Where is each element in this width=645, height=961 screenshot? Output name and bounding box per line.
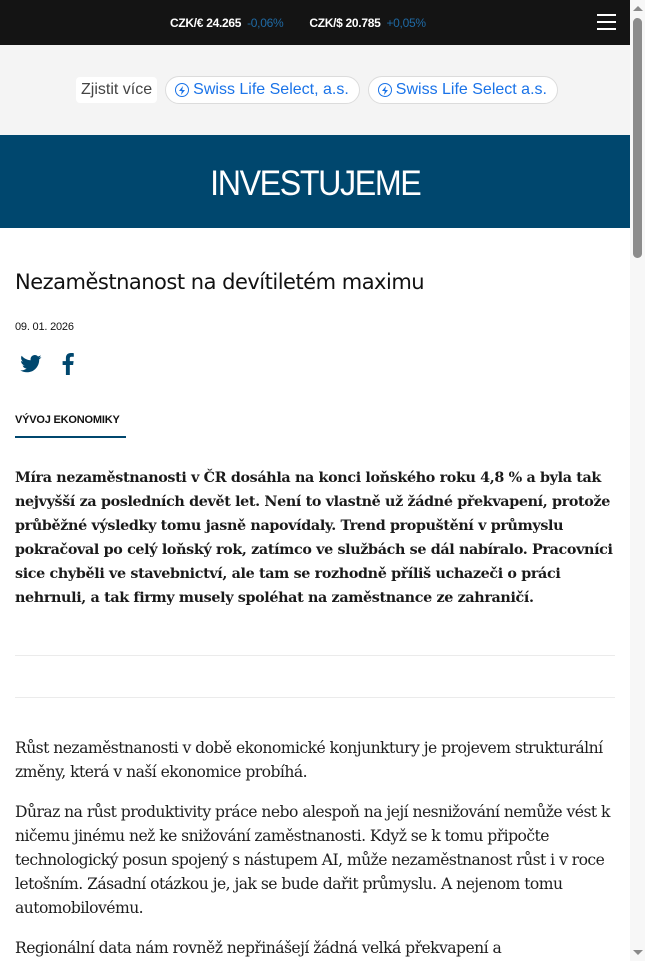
- share-buttons: [20, 353, 74, 375]
- article-lead: Míra nezaměstnanosti v ČR dosáhla na konci loňského roku 4,8 % a byla tak nejvyšší za posledních devět let. Není to vlastně už žádné překvapení, protože průběžné výsledky tomu jasně napovídaly. Trend propuštění v průmyslu pokračoval po celý loňský rok, zatímco ve službách se dál nabíralo. Pracovníci sice chyběli ve stavebnictví, ale tam se rozhodně příliš uchazeči o práci nehrnuli, a tak firmy musely spoléhat na zaměstnance ze zahraničí.: [15, 470, 613, 606]
- rate-usd-value: CZK/$ 20.785: [309, 15, 381, 30]
- site-logo[interactable]: INVESTUJEME: [209, 163, 421, 203]
- exchange-rates: [170, 0, 426, 45]
- ad-link-label: Swiss Life Select a.s.: [395, 81, 547, 98]
- ad-link-swiss-life-2[interactable]: [368, 76, 558, 104]
- ad-more-label[interactable]: Zjistit více: [76, 77, 157, 103]
- bolt-circle-icon: [378, 83, 392, 97]
- rate-usd-change: +0,05%: [386, 15, 426, 30]
- rate-eur-change: -0,06%: [247, 15, 284, 30]
- category-underline: [15, 436, 126, 438]
- scrollbar[interactable]: [630, 0, 645, 961]
- ad-link-swiss-life-1[interactable]: [165, 76, 360, 104]
- twitter-icon[interactable]: [20, 355, 42, 373]
- hamburger-icon[interactable]: [597, 14, 616, 30]
- rate-usd: [309, 16, 425, 30]
- currency-bar: [0, 0, 630, 45]
- article-body: [15, 736, 615, 961]
- scroll-down-arrow-icon[interactable]: [633, 950, 643, 955]
- divider: [15, 655, 615, 656]
- brand-header: [0, 135, 630, 228]
- article-title: Nezaměstnanost na devítiletém maximu: [15, 270, 425, 294]
- article-date: 09. 01. 2026: [15, 321, 74, 333]
- ad-link-label: Swiss Life Select, a.s.: [193, 81, 349, 98]
- bolt-circle-icon: [175, 83, 189, 97]
- facebook-icon[interactable]: [62, 353, 74, 375]
- rate-eur-value: CZK/€ 24.265: [170, 15, 242, 30]
- rate-eur: [170, 16, 283, 30]
- ad-bar: [0, 45, 630, 135]
- category-tag[interactable]: VÝVOJ EKONOMIKY: [15, 414, 120, 426]
- article-paragraph: Regionální data nám rovněž nepřinášejí žádná velká překvapení a: [15, 939, 502, 957]
- article-paragraph: Důraz na růst produktivity práce nebo alespoň na její nesnižování nemůže vést k ničemu jinému než ke snižování zaměstnanosti. Když se k tomu připočte technologický posun spojený s nástupem AI, může nezaměstnanost růst i v roce letošním. Zásadní otázkou je, jak se bude dařit průmyslu. A nejenom tomu automobilovému.: [15, 803, 610, 917]
- scroll-up-arrow-icon[interactable]: [633, 6, 643, 11]
- scroll-thumb[interactable]: [633, 18, 642, 258]
- article-paragraph: Růst nezaměstnanosti v době ekonomické konjunktury je projevem strukturální změny, která v naší ekonomice probíhá.: [15, 739, 603, 781]
- divider: [15, 697, 615, 698]
